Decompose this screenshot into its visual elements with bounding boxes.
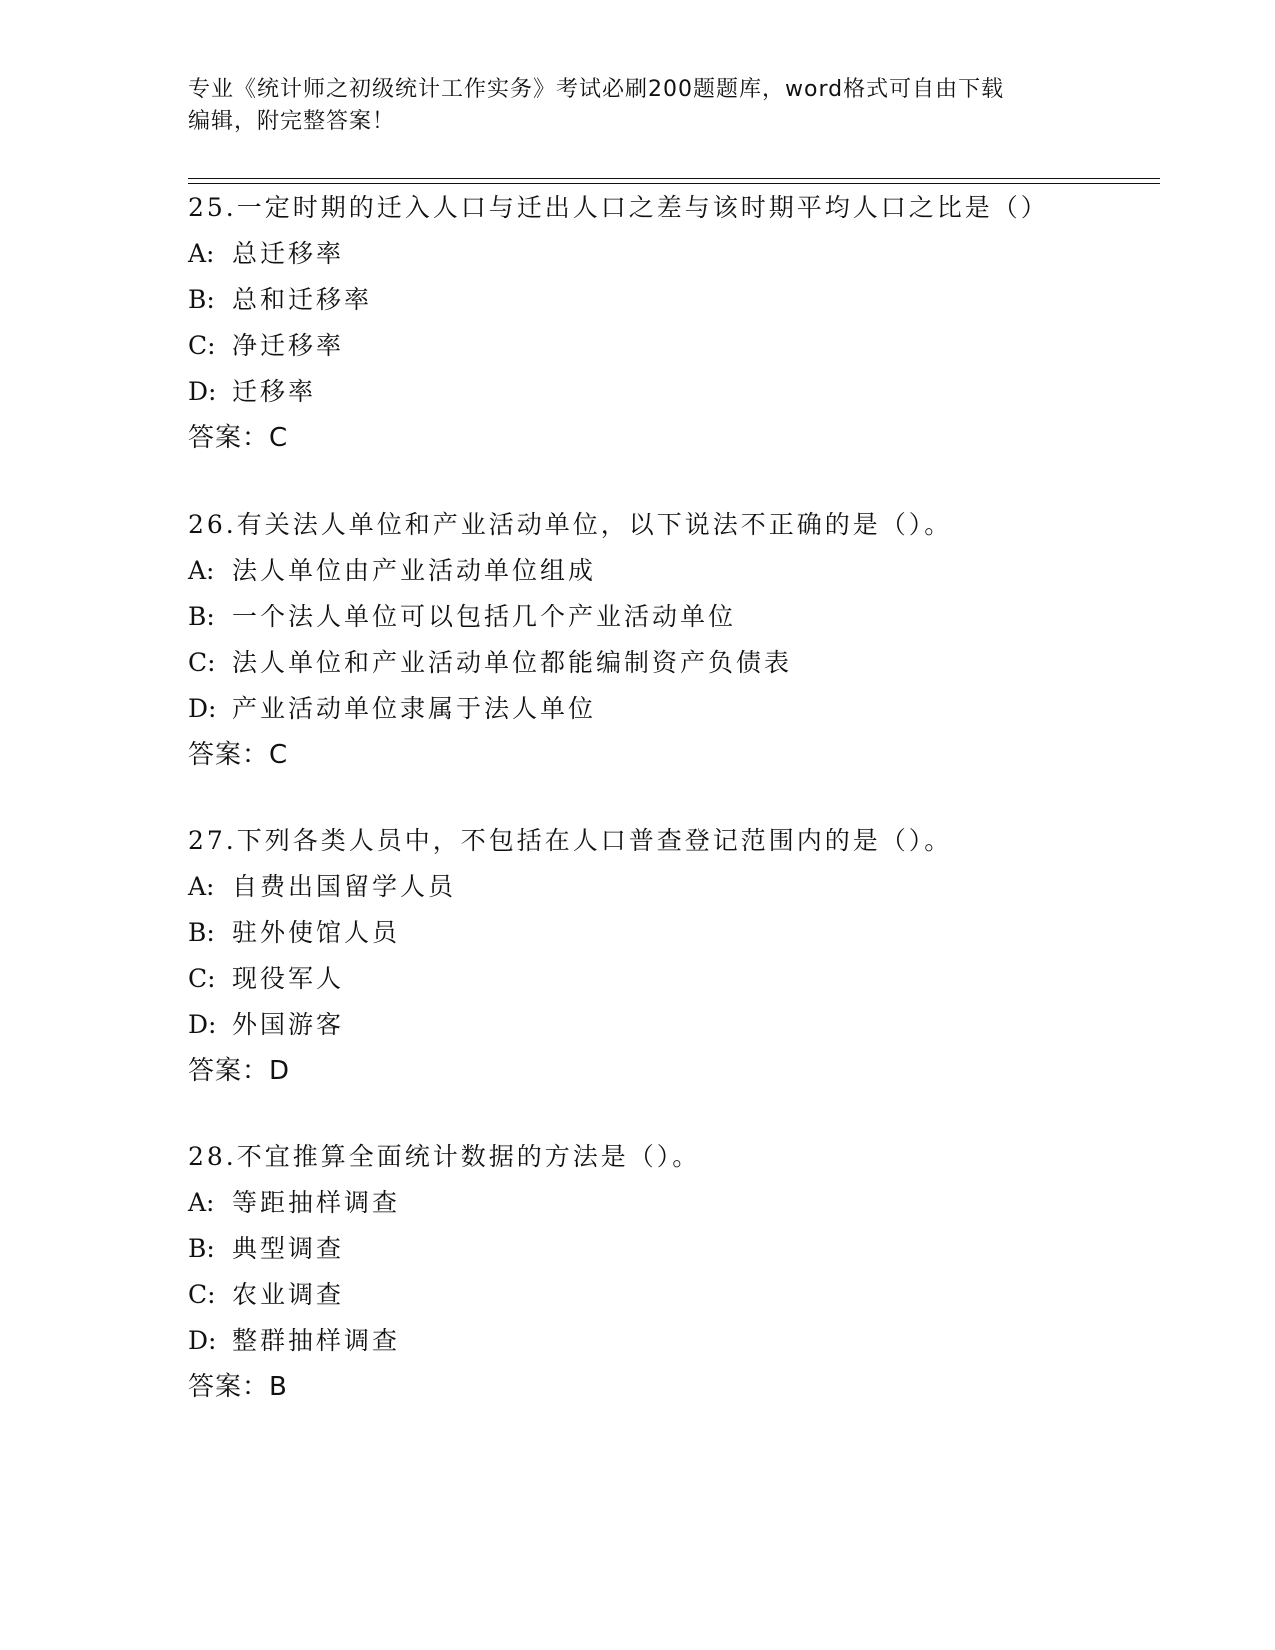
option-key: A: — [188, 1188, 215, 1217]
answer-line: 答案：B — [188, 1372, 288, 1402]
option-b — [188, 594, 1168, 640]
option-text: 法人单位和产业活动单位都能编制资产负债表 — [232, 648, 793, 677]
option-text: 总迁移率 — [232, 239, 345, 268]
option-key: A: — [188, 872, 215, 901]
option-key: B: — [188, 918, 215, 947]
option-b — [188, 910, 1168, 956]
option-text: 典型调查 — [232, 1234, 345, 1263]
question-stem: 26.有关法人单位和产业活动单位，以下说法不正确的是（）。 — [188, 510, 953, 539]
option-key: B: — [188, 602, 215, 631]
option-key: A: — [188, 556, 215, 585]
option-c — [188, 956, 1168, 1002]
option-key: D: — [188, 377, 217, 406]
option-b — [188, 1226, 1168, 1272]
option-d — [188, 686, 1168, 732]
option-text: 迁移率 — [232, 377, 317, 406]
option-text: 净迁移率 — [232, 331, 345, 360]
question-stem: 28.不宜推算全面统计数据的方法是（）。 — [188, 1142, 701, 1171]
answer-line: 答案：D — [188, 1056, 291, 1086]
option-d — [188, 369, 1168, 415]
header-line-1: 专业《统计师之初级统计工作实务》考试必刷200题题库，word格式可自由下载 — [188, 77, 1005, 102]
question-stem: 25.一定时期的迁入人口与迁出人口之差与该时期平均人口之比是（） — [188, 193, 1049, 222]
document-header — [188, 74, 1068, 138]
option-a — [188, 1180, 1168, 1226]
question-28 — [188, 1134, 1168, 1410]
option-text: 一个法人单位可以包括几个产业活动单位 — [232, 602, 737, 631]
option-text: 产业活动单位隶属于法人单位 — [232, 694, 597, 723]
question-26 — [188, 502, 1168, 778]
option-text: 外国游客 — [232, 1010, 345, 1039]
option-d — [188, 1318, 1168, 1364]
option-c — [188, 323, 1168, 369]
option-text: 农业调查 — [232, 1280, 345, 1309]
header-divider-bottom — [188, 183, 1160, 184]
option-key: C: — [188, 648, 216, 677]
option-c — [188, 640, 1168, 686]
option-text: 总和迁移率 — [232, 285, 373, 314]
option-key: A: — [188, 239, 215, 268]
answer-line: 答案：C — [188, 423, 289, 453]
question-25 — [188, 185, 1168, 461]
question-stem: 27.下列各类人员中，不包括在人口普查登记范围内的是（）。 — [188, 826, 953, 855]
option-key: D: — [188, 1326, 217, 1355]
answer-line: 答案：C — [188, 740, 289, 770]
option-key: B: — [188, 285, 215, 314]
option-text: 现役军人 — [232, 964, 345, 993]
option-a — [188, 864, 1168, 910]
option-key: D: — [188, 694, 217, 723]
option-key: D: — [188, 1010, 217, 1039]
header-line-2: 编辑，附完整答案！ — [188, 109, 396, 134]
option-b — [188, 277, 1168, 323]
option-text: 等距抽样调查 — [232, 1188, 401, 1217]
option-key: C: — [188, 964, 216, 993]
option-text: 法人单位由产业活动单位组成 — [232, 556, 597, 585]
option-d — [188, 1002, 1168, 1048]
option-text: 整群抽样调查 — [232, 1326, 401, 1355]
option-a — [188, 231, 1168, 277]
option-key: C: — [188, 331, 216, 360]
option-a — [188, 548, 1168, 594]
option-text: 自费出国留学人员 — [232, 872, 457, 901]
header-divider-top — [188, 178, 1160, 179]
option-key: C: — [188, 1280, 216, 1309]
option-c — [188, 1272, 1168, 1318]
option-text: 驻外使馆人员 — [232, 918, 401, 947]
question-27 — [188, 818, 1168, 1094]
option-key: B: — [188, 1234, 215, 1263]
